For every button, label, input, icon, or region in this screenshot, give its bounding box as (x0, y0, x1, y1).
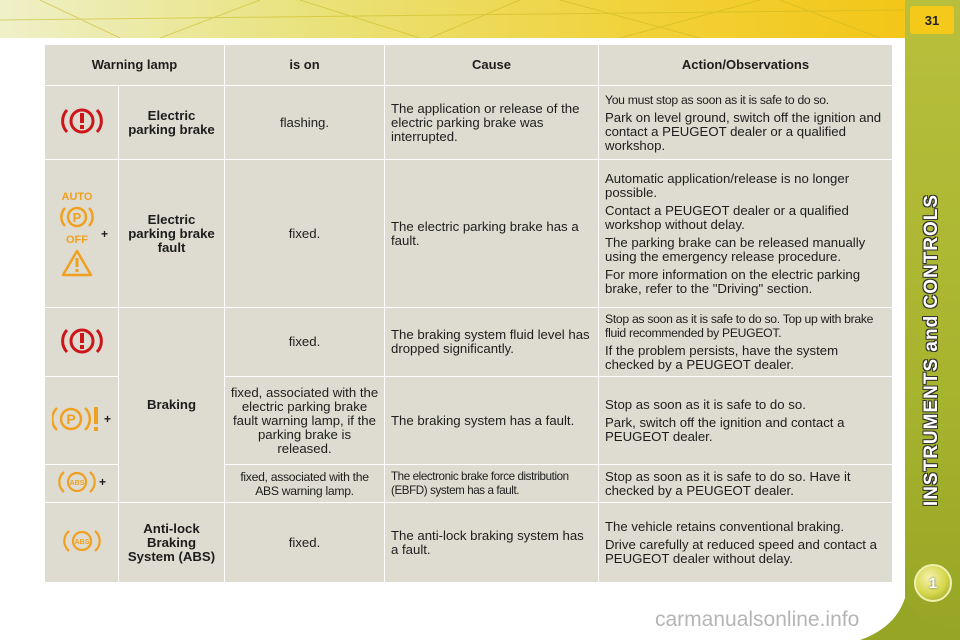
page-number: 31 (910, 6, 954, 34)
is-on-cell: fixed. (225, 160, 385, 308)
section-title: INSTRUMENTS and CONTROLS (921, 193, 942, 507)
bottom-decoration (860, 598, 960, 640)
svg-text:ABS: ABS (74, 539, 89, 546)
action-text: Contact a PEUGEOT dealer or a qualified workshop without delay. (605, 202, 849, 232)
parking-brake-fault-icon (52, 402, 102, 436)
auto-p-off-icon (55, 190, 99, 248)
action-text: If the problem persists, have the system checked by a PEUGEOT dealer. (605, 343, 839, 372)
cause-cell: The electronic brake force distribution (EBFD) system has a fault. (385, 465, 599, 503)
svg-text:P: P (72, 209, 82, 225)
cause-cell: The braking system has a fault. (385, 377, 599, 465)
table-header-row (45, 45, 893, 86)
cause-cell: The braking system fluid level has dropped significantly. (385, 308, 599, 377)
is-on-cell: fixed. (225, 308, 385, 377)
is-on-cell: fixed. (225, 503, 385, 583)
lamp-name: Electric parking brake (119, 86, 225, 160)
header-decoration-band (0, 0, 905, 38)
header-is-on: is on (225, 45, 385, 86)
lamp-name: Anti-lock Braking System (ABS) (119, 503, 225, 583)
abs-icon (57, 467, 97, 497)
cause-cell: The electric parking brake has a fault. (385, 160, 599, 308)
action-text: Park on level ground, switch off the ignition and contact a PEUGEOT dealer or a qualified workshop. (605, 109, 882, 153)
header-action: Action/Observations (599, 45, 893, 86)
lamp-cell (45, 377, 119, 465)
action-text: Drive carefully at reduced speed and contact a PEUGEOT dealer without delay. (605, 536, 877, 566)
lamp-cell (45, 465, 119, 503)
warning-triangle-icon (60, 248, 94, 278)
is-on-cell: fixed, associated with the ABS warning lamp. (225, 465, 385, 503)
cause-cell: The anti-lock braking system has a fault. (385, 503, 599, 583)
auto-label: AUTO (61, 190, 93, 203)
action-text: Park, switch off the ignition and contact a PEUGEOT dealer. (605, 414, 845, 444)
lamp-name: Electric parking brake fault (119, 160, 225, 308)
table-row (45, 160, 893, 308)
action-cell (599, 308, 893, 377)
warning-lamp-table (44, 44, 893, 583)
action-text: The vehicle retains conventional braking. (605, 518, 844, 534)
action-cell (599, 377, 893, 465)
watermark: carmanualsonline.info (655, 608, 860, 631)
action-cell (599, 465, 893, 503)
lamp-cell (45, 86, 119, 160)
plus-sign: + (98, 475, 106, 489)
action-text: Stop as soon as it is safe to do so. Top up with brake fluid recommended by PEUGEOT. (605, 312, 874, 340)
plus-sign: + (100, 226, 108, 241)
decorative-lines (0, 0, 905, 38)
table-row (45, 503, 893, 583)
lamp-cell (45, 503, 119, 583)
table-row (45, 308, 893, 377)
is-on-cell: fixed, associated with the electric parking brake fault warning lamp, if the parking brake is released. (225, 377, 385, 465)
action-text: Automatic application/release is no longer possible. (605, 170, 850, 200)
header-warning-lamp: Warning lamp (45, 45, 225, 86)
svg-text:P: P (66, 411, 76, 427)
plus-sign: + (103, 412, 111, 426)
abs-icon (62, 526, 102, 556)
action-text: Stop as soon as it is safe to do so. (605, 396, 806, 412)
chapter-badge: 1 (914, 564, 952, 602)
brake-exclamation-icon (61, 104, 103, 138)
action-text: You must stop as soon as it is safe to do so. (605, 92, 829, 107)
brake-exclamation-icon (61, 324, 103, 358)
header-cause: Cause (385, 45, 599, 86)
lamp-name: Braking (119, 308, 225, 503)
table-row (45, 86, 893, 160)
is-on-cell: flashing. (225, 86, 385, 160)
action-cell (599, 160, 893, 308)
action-text: Stop as soon as it is safe to do so. Have it checked by a PEUGEOT dealer. (605, 468, 851, 498)
action-text: For more information on the electric parking brake, refer to the "Driving" section. (605, 266, 861, 296)
svg-text:ABS: ABS (69, 480, 85, 487)
action-text: The parking brake can be released manually using the emergency release procedure. (605, 234, 866, 264)
off-label: OFF (65, 233, 88, 246)
cause-cell: The application or release of the electric parking brake was interrupted. (385, 86, 599, 160)
lamp-cell (45, 308, 119, 377)
action-cell (599, 503, 893, 583)
lamp-cell (45, 160, 119, 308)
action-cell (599, 86, 893, 160)
